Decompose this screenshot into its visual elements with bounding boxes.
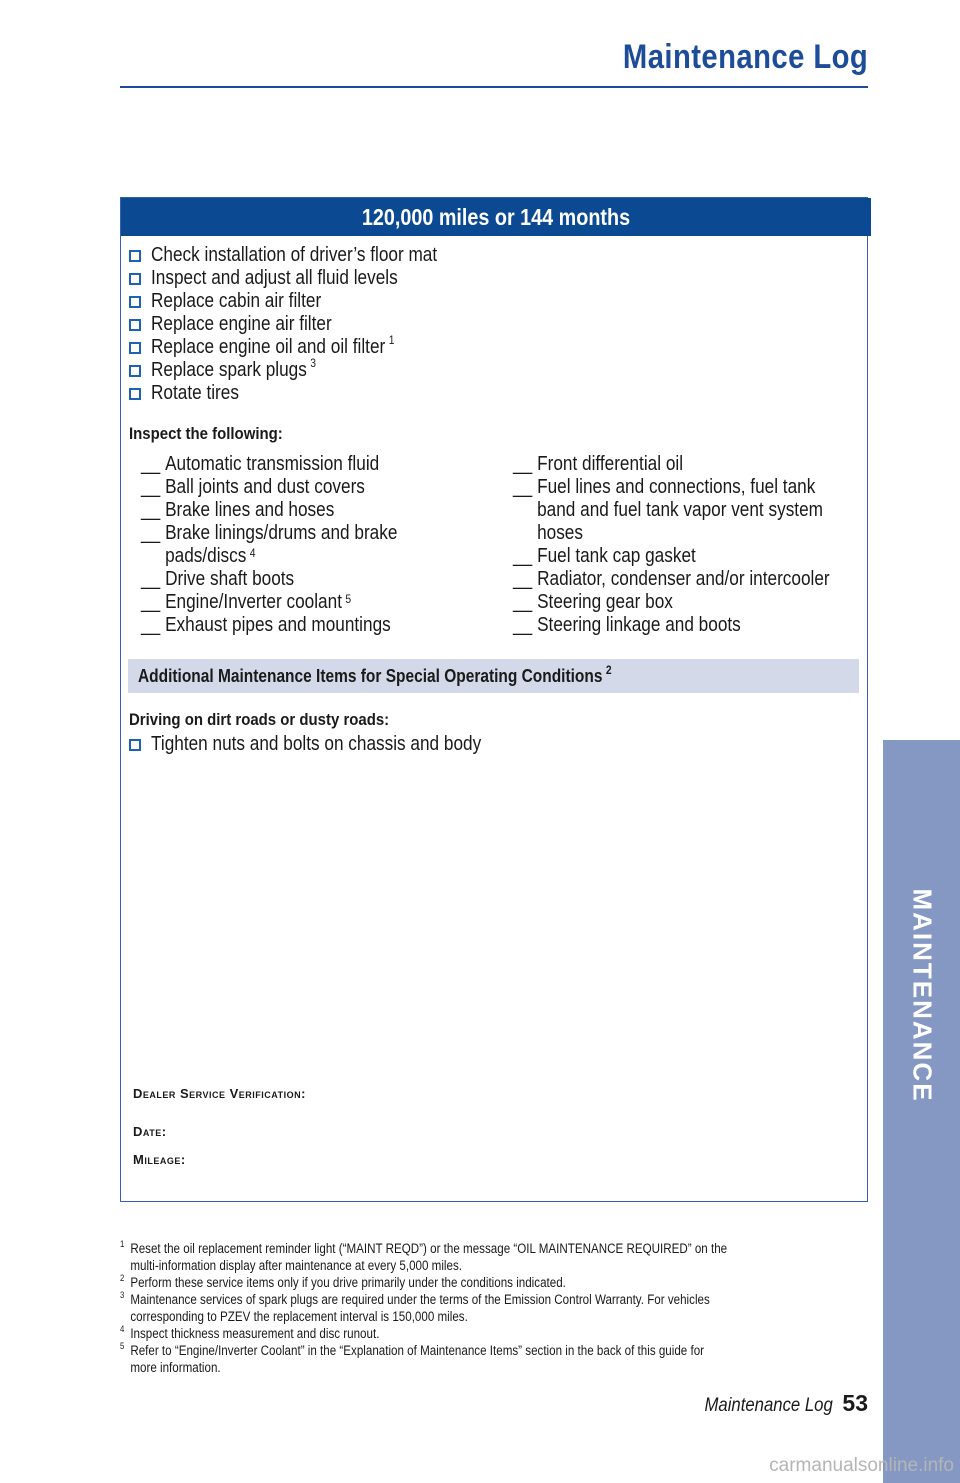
checkbox[interactable] <box>129 296 141 308</box>
footer-section-label: Maintenance Log <box>704 1395 833 1416</box>
footnote: 4 Inspect thickness measurement and disc runout. <box>120 1324 380 1341</box>
inspect-item: __ Fuel lines and connections, fuel tank <box>513 476 816 498</box>
inspect-item: __ Front differential oil <box>513 453 684 475</box>
dirt-roads-list <box>129 733 535 756</box>
checkbox[interactable] <box>129 250 141 262</box>
checklist-item <box>129 733 535 756</box>
checklist-item <box>129 356 484 382</box>
inspect-item: __ Automatic transmission fluid <box>141 453 380 475</box>
checklist-item <box>129 382 484 405</box>
footnote-ref: 3 <box>310 356 317 370</box>
interval-title: 120,000 miles or 144 months <box>361 204 631 230</box>
checkbox[interactable] <box>129 388 141 400</box>
checklist-item <box>129 244 484 267</box>
side-tab-label: MAINTENANCE <box>907 888 937 1103</box>
inspect-list-left <box>141 453 439 637</box>
footnote-continued: more information. <box>130 1360 221 1375</box>
checklist-item-label: Inspect and adjust all fluid levels <box>151 267 398 289</box>
checklist-item-label: Replace engine oil and oil filter <box>151 336 386 358</box>
page-footer <box>687 1390 868 1417</box>
checklist-item-label: Replace engine air filter <box>151 313 332 335</box>
footnote-continued: corresponding to PZEV the replacement interval is 150,000 miles. <box>130 1309 468 1324</box>
inspect-heading: Inspect the following: <box>129 424 283 443</box>
checkbox[interactable] <box>129 739 141 751</box>
inspect-list-right <box>513 453 881 637</box>
inspect-item: __ Fuel tank cap gasket <box>513 545 696 567</box>
page-number: 53 <box>842 1390 868 1416</box>
inspect-item: __ Brake linings/drums and brake <box>141 522 398 544</box>
footnotes <box>120 1240 910 1376</box>
footnote-ref: 2 <box>605 662 612 677</box>
checklist-item-label: Check installation of driver’s floor mat <box>151 244 438 266</box>
checkbox[interactable] <box>129 342 141 354</box>
inspect-item: __ Radiator, condenser and/or intercooler <box>513 568 830 590</box>
footnote-ref: 5 <box>345 592 352 606</box>
special-conditions-bar <box>128 659 859 693</box>
footnote-ref: 1 <box>388 333 395 347</box>
checklist-item <box>129 313 484 336</box>
inspect-item: __ Steering linkage and boots <box>513 614 741 636</box>
checkbox[interactable] <box>129 273 141 285</box>
section-side-tab <box>883 740 960 1483</box>
watermark: carmanualsonline.info <box>769 1455 954 1476</box>
checklist-item-label: Rotate tires <box>151 382 239 404</box>
interval-header <box>121 198 871 236</box>
date-label: Date: <box>133 1124 167 1139</box>
inspect-item: __ Steering gear box <box>513 591 673 613</box>
inspect-item: __ Brake lines and hoses <box>141 499 335 521</box>
checkbox[interactable] <box>129 365 141 377</box>
inspect-item-continued: hoses <box>537 522 583 544</box>
inspect-item: __ Engine/Inverter coolant $^5$ <box>141 591 352 613</box>
title-divider <box>120 86 868 88</box>
checkbox[interactable] <box>129 319 141 331</box>
mileage-label: Mileage: <box>133 1152 186 1167</box>
footnote: 1 Reset the oil replacement reminder light (“MAINT REQD”) or the message “OIL MAINTENANCE REQUIRED” on the <box>120 1239 728 1256</box>
dealer-verification-label: Dealer Service Verification: <box>133 1086 306 1101</box>
dirt-roads-heading: Driving on dirt roads or dusty roads: <box>129 710 390 729</box>
checklist-item <box>129 333 484 359</box>
maintenance-interval-box <box>120 197 868 1202</box>
footnote-ref: 4 <box>249 546 256 560</box>
checklist-item <box>129 290 484 313</box>
inspect-item: __ Exhaust pipes and mountings <box>141 614 391 636</box>
footnote: 2 Perform these service items only if you drive primarily under the conditions indicated. <box>120 1273 566 1290</box>
service-checklist <box>129 244 484 405</box>
inspect-item-continued: band and fuel tank vapor vent system <box>537 499 823 521</box>
checklist-item-label: Tighten nuts and bolts on chassis and body <box>151 733 482 755</box>
inspect-item: __ Drive shaft boots <box>141 568 295 590</box>
checklist-item-label: Replace cabin air filter <box>151 290 322 312</box>
footnote-continued: multi-information display after maintenance at every 5,000 miles. <box>130 1258 463 1273</box>
inspect-item-continued: pads/discs $^4$ <box>165 545 256 567</box>
special-conditions-title: Additional Maintenance Items for Special Operating Conditions <box>138 665 603 686</box>
page-title: Maintenance Log <box>622 38 868 76</box>
checklist-item-label: Replace spark plugs <box>151 359 307 381</box>
footnote: 3 Maintenance services of spark plugs are required under the terms of the Emission Control Warranty. For vehicles <box>120 1290 710 1307</box>
footnote: 5 Refer to “Engine/Inverter Coolant” in the “Explanation of Maintenance Items” section in the back of this guide for <box>120 1341 705 1358</box>
inspect-item: __ Ball joints and dust covers <box>141 476 365 498</box>
checklist-item <box>129 267 484 290</box>
